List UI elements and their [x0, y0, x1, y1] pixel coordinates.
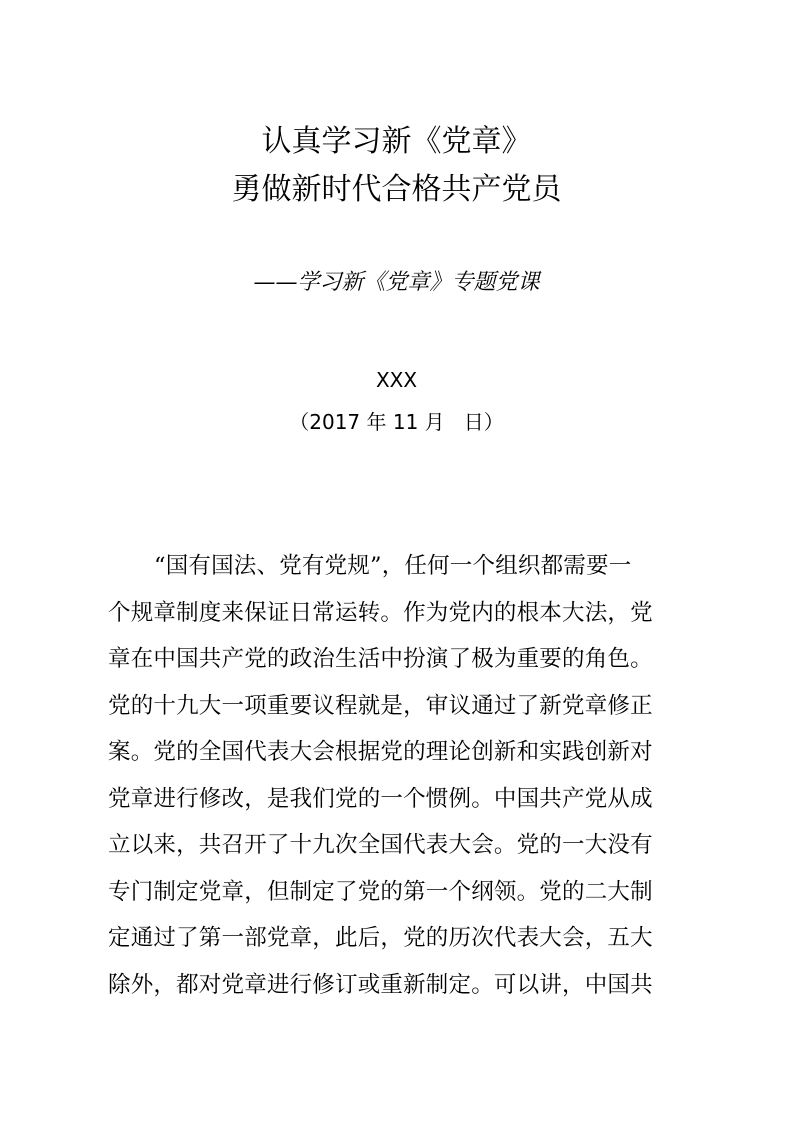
date: （2017 年 11 月 日）: [289, 410, 504, 434]
body-line: 党的十九大一项重要议程就是，审议通过了新党章修正: [108, 692, 653, 719]
author: XXX: [375, 368, 418, 392]
body-line: 立以来，共召开了十九次全国代表大会。党的一大没有: [108, 832, 653, 858]
title-line-1: 认真学习新《党章》: [261, 124, 532, 159]
body-line: “国有国法、党有党规”，任何一个组织都需要一: [154, 553, 632, 579]
body-line: 个规章制度来保证日常运转。作为党内的根本大法，党: [108, 599, 653, 626]
body-line: 案。党的全国代表大会根据党的理论创新和实践创新对: [108, 739, 653, 765]
title-line-2: 勇做新时代合格共产党员: [231, 172, 562, 207]
subtitle: ——学习新《党章》专题党课: [253, 270, 540, 295]
body-line: 除外，都对党章进行修订或重新制定。可以讲，中国共: [108, 971, 653, 998]
body-line: 章在中国共产党的政治生活中扮演了极为重要的角色。: [108, 646, 653, 672]
body-paragraph: [108, 543, 688, 1008]
body-line: 定通过了第一部党章，此后，党的历次代表大会，五大: [108, 925, 653, 951]
body-line: 专门制定党章，但制定了党的第一个纲领。党的二大制: [108, 878, 653, 905]
body-line: 党章进行修改，是我们党的一个惯例。中国共产党从成: [108, 785, 653, 812]
